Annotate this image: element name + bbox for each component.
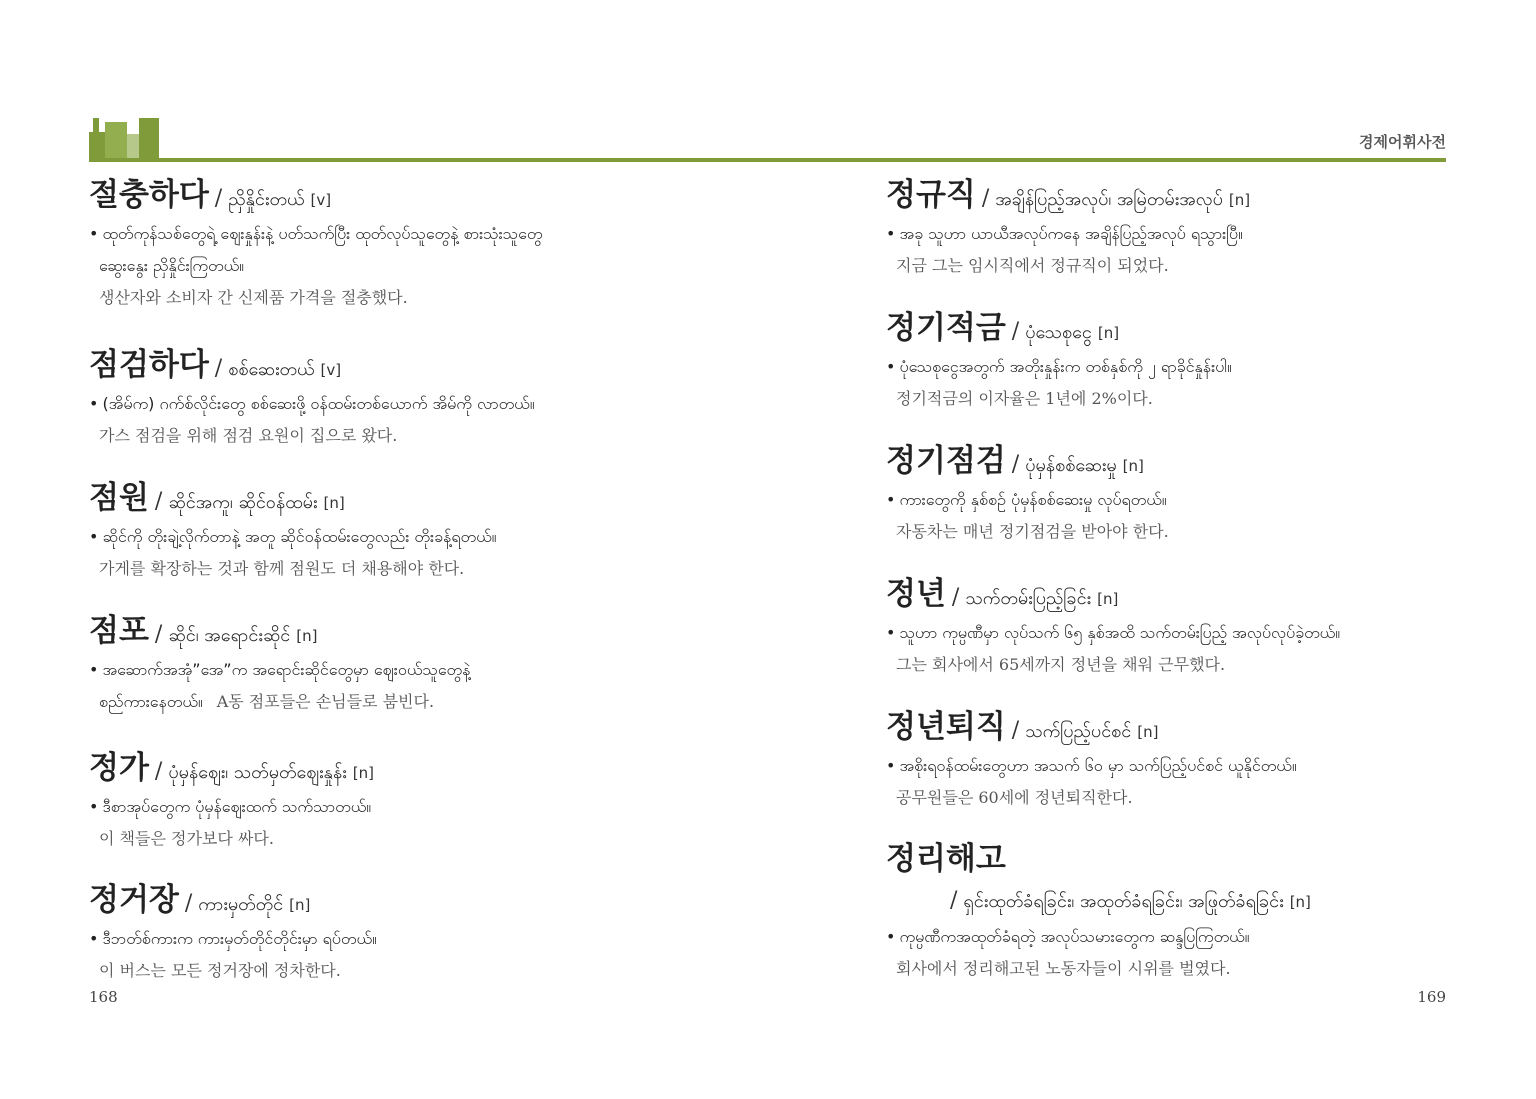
book-title: 경제어휘사전: [1359, 133, 1446, 151]
example-burmese: • ဒီစာအုပ်တွေက ပုံမှန်ဈေးထက် သက်သာတယ်။: [89, 797, 372, 816]
part-of-speech: [n]: [289, 896, 311, 914]
example-burmese: • အစိုးရဝန်ထမ်းတွေဟာ အသက် ၆၀ မှာ သက်ပြည့်ပင်စင် ယူနိုင်တယ်။: [886, 756, 1297, 775]
headword: 정리해고: [886, 841, 1006, 877]
headword-meaning: သက်ပြည့်ပင်စင်: [1025, 721, 1132, 742]
headword-meaning: စစ်ဆေးတယ်: [228, 359, 315, 380]
dictionary-entry: [89, 877, 729, 987]
dictionary-entry: [886, 704, 1526, 814]
example-korean: 가게를 확장하는 것과 함께 점원도 더 채용해야 한다.: [99, 559, 465, 578]
header-rule: [89, 158, 1446, 162]
dictionary-entry: [886, 571, 1526, 681]
headword-meaning: ရှင်းထုတ်ခံရခြင်း၊ အထုတ်ခံရခြင်း၊ အဖြုတ်ခံရခြင်း: [963, 891, 1284, 912]
headword: 정기적금: [886, 310, 1006, 346]
example-burmese: • ဒီဘတ်စ်ကားက ကားမှတ်တိုင်တိုင်းမှာ ရပ်တယ်။: [89, 929, 377, 948]
entry-headline: [886, 836, 1526, 882]
example-burmese: • သူဟာ ကုမ္ပဏီမှာ လုပ်သက် ၆၅ နှစ်အထိ သက်တမ်းပြည့် အလုပ်လုပ်ခဲ့တယ်။: [886, 623, 1341, 642]
headword: 정규직: [886, 177, 976, 213]
headword-meaning: ပုံသေစုငွေ: [1025, 322, 1092, 343]
example-korean: 가스 점검을 위해 점검 요원이 집으로 왔다.: [99, 426, 398, 445]
example-korean: 자동차는 매년 정기점검을 받아야 한다.: [896, 522, 1169, 541]
part-of-speech: [n]: [1122, 457, 1144, 475]
dictionary-entry: [886, 836, 1526, 985]
headword: 정거장: [89, 882, 179, 918]
example-burmese: • ပုံသေစုငွေအတွက် အတိုးနှုန်းက တစ်နှစ်ကို ၂ ရာခိုင်နှုန်းပါ။: [886, 357, 1232, 376]
entry-meaning-line: / ရှင်းထုတ်ခံရခြင်း၊ အထုတ်ခံရခြင်း၊ အဖြုတ်ခံရခြင်း [n]: [950, 888, 1311, 913]
headword: 정가: [89, 750, 149, 786]
entry-headline: 점검하다 / စစ်ဆေးတယ် [v]: [89, 347, 342, 383]
part-of-speech: [n]: [1137, 723, 1159, 741]
headword-meaning: ဆိုင်အကူ၊ ဆိုင်ဝန်ထမ်း: [168, 492, 318, 513]
entry-headline: 정기점검 / ပုံမှန်စစ်ဆေးမှု [n]: [886, 443, 1144, 479]
example-korean: 그는 회사에서 65세까지 정년을 채워 근무했다.: [896, 655, 1226, 674]
page-number-left: 168: [89, 988, 118, 1006]
example-burmese: • ကုမ္ပဏီကအထုတ်ခံရတဲ့ အလုပ်သမားတွေက ဆန္ဒပြကြတယ်။: [886, 927, 1250, 946]
headword-meaning: ညှိနှိုင်းတယ်: [228, 189, 305, 210]
example-burmese: • (အိမ်က) ဂက်စ်လိုင်းတွေ စစ်ဆေးဖို့ ဝန်ထမ်းတစ်ယောက် အိမ်ကို လာတယ်။: [89, 394, 535, 413]
headword: 점검하다: [89, 347, 209, 383]
headword-meaning: သက်တမ်းပြည့်ခြင်း: [965, 588, 1092, 609]
entry-headline: 점원 / ဆိုင်အကူ၊ ဆိုင်ဝန်ထမ်း [n]: [89, 480, 345, 516]
dictionary-entry: [886, 438, 1526, 548]
example-burmese: • ဆိုင်ကို တိုးချဲ့လိုက်တာနဲ့ အတူ ဆိုင်ဝန်ထမ်းတွေလည်း တိုးခန့်ရတယ်။: [89, 527, 497, 546]
dictionary-entry: [89, 475, 729, 585]
header-decoration: [89, 118, 159, 158]
entry-headline: 정거장 / ကားမှတ်တိုင် [n]: [89, 882, 311, 918]
dictionary-entry: [89, 342, 729, 452]
dictionary-entry: [89, 745, 729, 855]
part-of-speech: [n]: [296, 627, 318, 645]
example-burmese: • ကားတွေကို နှစ်စဉ် ပုံမှန်စစ်ဆေးမှု လုပ်ရတယ်။: [886, 490, 1167, 509]
example-korean: 이 버스는 모든 정거장에 정차한다.: [99, 961, 341, 980]
example-korean: A동 점포들은 손님들로 붐빈다.: [216, 692, 435, 711]
headword: 정년퇴직: [886, 709, 1006, 745]
example-burmese: • အဆောက်အအုံ”အေ”က အရောင်းဆိုင်တွေမှာ ဈေးဝယ်သူတွေနဲ့: [89, 660, 471, 679]
headword: 절충하다: [89, 177, 209, 213]
headword-meaning: ကားမှတ်တိုင်: [198, 894, 284, 915]
headword-meaning: အချိန်ပြည့်အလုပ်၊ အမြဲတမ်းအလုပ်: [995, 189, 1223, 210]
example-korean: 회사에서 정리해고된 노동자들이 시위를 벌였다.: [896, 959, 1231, 978]
headword-meaning: ပုံမှန်စစ်ဆေးမှု: [1025, 455, 1117, 476]
headword: 점포: [89, 613, 149, 649]
example-burmese: • ထုတ်ကုန်သစ်တွေရဲ့ ဈေးနှုန်းနဲ့ ပတ်သက်ပြီး ထုတ်လုပ်သူတွေနဲ့ စားသုံးသူတွေ: [89, 224, 543, 243]
example-korean: 공무원들은 60세에 정년퇴직한다.: [896, 788, 1133, 807]
entry-headline: 정규직 / အချိန်ပြည့်အလုပ်၊ အမြဲတမ်းအလုပ် [n]: [886, 177, 1251, 213]
part-of-speech: [n]: [352, 764, 374, 782]
example-burmese-cont: ဆွေးနွေး ညှိနှိုင်းကြတယ်။: [99, 256, 244, 275]
example-burmese: • အခု သူဟာ ယာယီအလုပ်ကနေ အချိန်ပြည့်အလုပ် ရသွားပြီ။: [886, 224, 1243, 243]
example-korean: 지금 그는 임시직에서 정규직이 되었다.: [896, 256, 1169, 275]
example-korean: 정기적금의 이자율은 1년에 2%이다.: [896, 389, 1153, 408]
part-of-speech: [n]: [1228, 191, 1251, 209]
page-number-right: 169: [1417, 988, 1446, 1006]
headword: 정년: [886, 576, 946, 612]
part-of-speech: [n]: [1289, 893, 1311, 911]
entry-headline: 절충하다 / ညှိနှိုင်းတယ် [v]: [89, 177, 332, 213]
dictionary-entry: [89, 172, 729, 314]
part-of-speech: [v]: [320, 361, 342, 379]
dictionary-entry: [886, 305, 1526, 415]
example-korean: 생산자와 소비자 간 신제품 가격을 절충했다.: [99, 288, 408, 307]
entry-headline: 정가 / ပုံမှန်ဈေး၊ သတ်မှတ်ဈေးနှုန်း [n]: [89, 750, 374, 786]
part-of-speech: [n]: [323, 494, 345, 512]
headword: 정기점검: [886, 443, 1006, 479]
headword: 점원: [89, 480, 149, 516]
part-of-speech: [n]: [1097, 590, 1119, 608]
dictionary-entry: [89, 608, 729, 718]
headword-meaning: ဆိုင်၊ အရောင်းဆိုင်: [168, 625, 291, 646]
entry-headline: 정기적금 / ပုံသေစုငွေ [n]: [886, 310, 1120, 346]
dictionary-entry: [886, 172, 1526, 282]
headword-meaning: ပုံမှန်ဈေး၊ သတ်မှတ်ဈေးနှုန်း: [168, 762, 347, 783]
entry-headline: 정년퇴직 / သက်ပြည့်ပင်စင် [n]: [886, 709, 1159, 745]
entry-headline: 점포 / ဆိုင်၊ အရောင်းဆိုင် [n]: [89, 613, 318, 649]
example-korean: 이 책들은 정가보다 싸다.: [99, 829, 274, 848]
entry-headline: 정년 / သက်တမ်းပြည့်ခြင်း [n]: [886, 576, 1119, 612]
example-burmese-cont: စည်ကားနေတယ်။ A동 점포들은 손님들로 붐빈다.: [99, 692, 435, 711]
part-of-speech: [v]: [310, 191, 332, 209]
part-of-speech: [n]: [1097, 324, 1120, 342]
